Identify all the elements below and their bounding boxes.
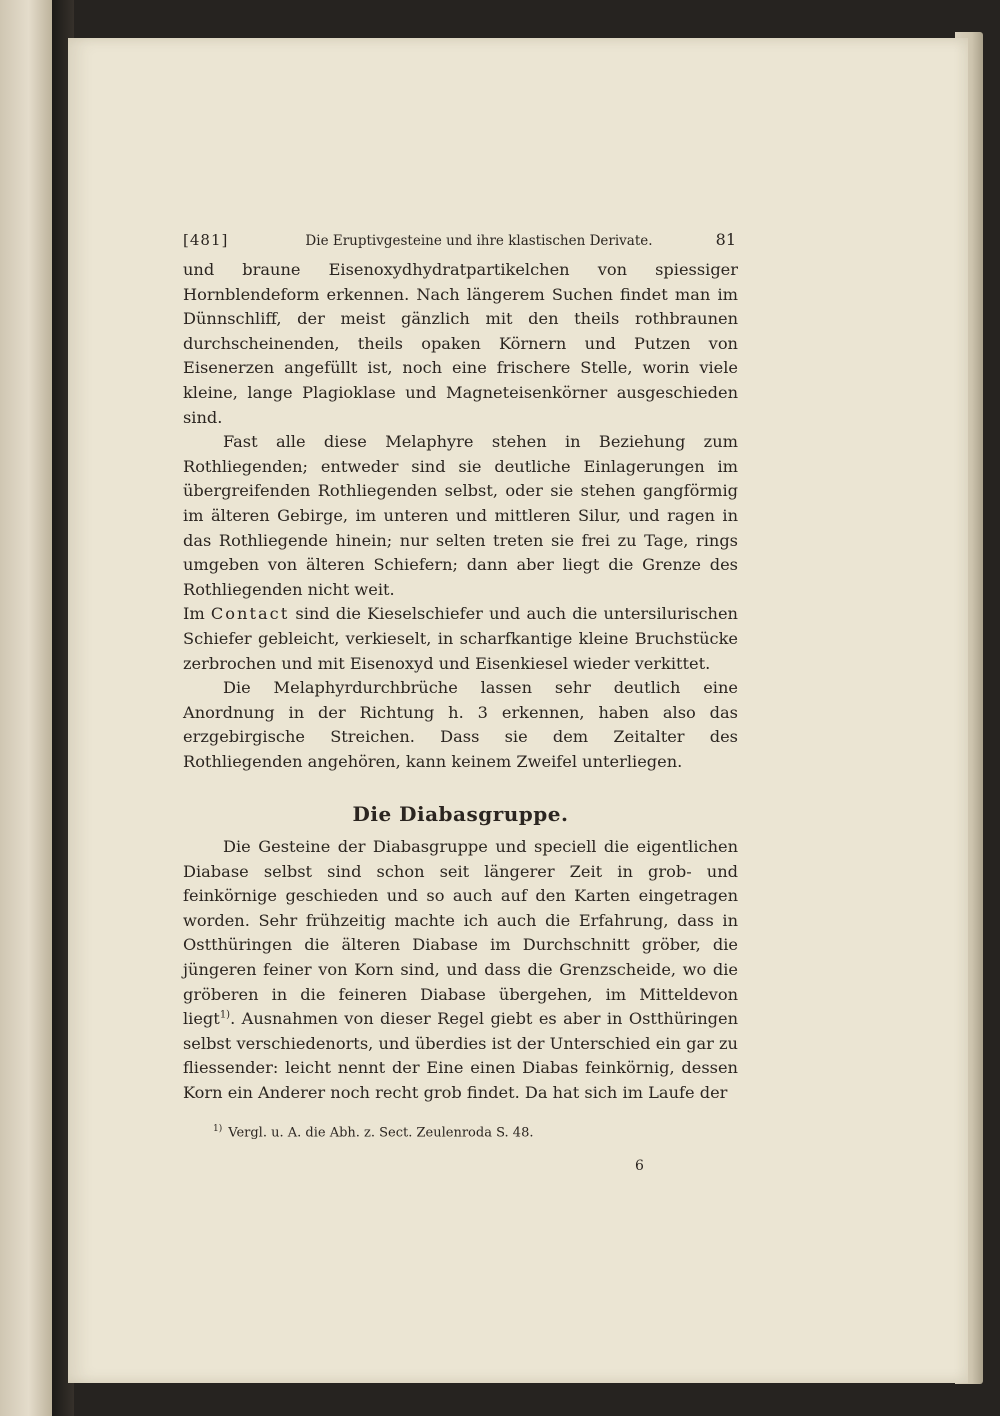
footnote-mark: 1): [213, 1123, 223, 1134]
diabas-text-part2: . Ausnahmen von dieser Regel giebt es aber in Ostthüringen selbst verschiedenorts, und überdies ist der Unterschied ein gar zu fliessender: leicht nennt der Eine einen Diabas feinkörnig, dessen Korn ein Anderer noch recht grob findet. Da hat sich im Laufe der: [183, 1009, 738, 1102]
running-title: Die Eruptivgesteine und ihre klastischen Derivate.: [305, 233, 653, 249]
paragraph-continuation: und braune Eisenoxydhydratpartikelchen von spiessiger Hornblendeform erkennen. Nach längerem Suchen findet man im Dünnschliff, der meist gänzlich mit den theils rothbraunen durchscheinenden, theils opaken Körnern und Putzen von Eisenerzen angefüllt ist, noch eine frischere Stelle, worin viele kleine, lange Plagioklase und Magneteisenkörner ausgeschieden sind.: [183, 260, 738, 427]
book-page: [68, 38, 968, 1383]
footnote-text: Vergl. u. A. die Abh. z. Sect. Zeulenroda S. 48.: [228, 1124, 534, 1140]
page-bracket-number: [481]: [183, 231, 229, 249]
contact-lead: Im: [183, 604, 205, 624]
signature-mark: 6: [635, 1157, 644, 1174]
footnote-reference[interactable]: 1): [219, 1009, 231, 1021]
contact-rest: sind die Kieselschiefer und auch die untersilurischen Schiefer gebleicht, verkieselt, in scharfkantige kleine Bruchstücke zerbrochen und mit Eisenoxyd und Eisenkiesel wieder verkittet.: [183, 604, 738, 673]
paragraph-contact: [183, 602, 738, 676]
paragraph-melaphyr-durchbrueche: Die Melaphyrdurchbrüche lassen sehr deutlich eine Anordnung in der Richtung h. 3 erkennen, haben also das erzgebirgische Streichen. Dass sie dem Zeitalter des Rothliegenden angehören, kann keinem Zweifel unterliegen.: [183, 678, 738, 771]
page-number: 81: [715, 230, 736, 249]
contact-spaced-word: Contact: [210, 604, 290, 624]
section-heading: Die Diabasgruppe.: [352, 802, 569, 827]
footnote: [183, 1120, 738, 1142]
paragraph-melaphyre-rothliegendes: Fast alle diese Melaphyre stehen in Beziehung zum Rothliegenden; entweder sind sie deutliche Einlagerungen im übergreifenden Rothliegenden selbst, oder sie stehen gangförmig im älteren Gebirge, im unteren und mittleren Silur, und ragen in das Rothliegende hinein; nur selten treten sie frei zu Tage, rings umgeben von älteren Schiefern; dann aber liegt die Grenze des Rothliegenden nicht weit.: [183, 432, 738, 599]
paragraph-diabasgruppe: [183, 835, 738, 1106]
text-block: [183, 228, 738, 1179]
running-head: [183, 228, 738, 258]
left-page-edge: [0, 0, 52, 1416]
diabas-text-part1: Die Gesteine der Diabasgruppe und speciell die eigentlichen Diabase selbst sind schon seit längerer Zeit in grob- und feinkörnige geschieden und so auch auf den Karten eingetragen worden. Sehr frühzeitig machte ich auch die Erfahrung, dass in Ostthüringen die älteren Diabase im Durchschnitt gröber, die jüngeren feiner von Korn sind, und dass die Grenzscheide, wo die gröberen in die feineren Diabase übergehen, im Mitteldevon liegt: [183, 837, 738, 1029]
